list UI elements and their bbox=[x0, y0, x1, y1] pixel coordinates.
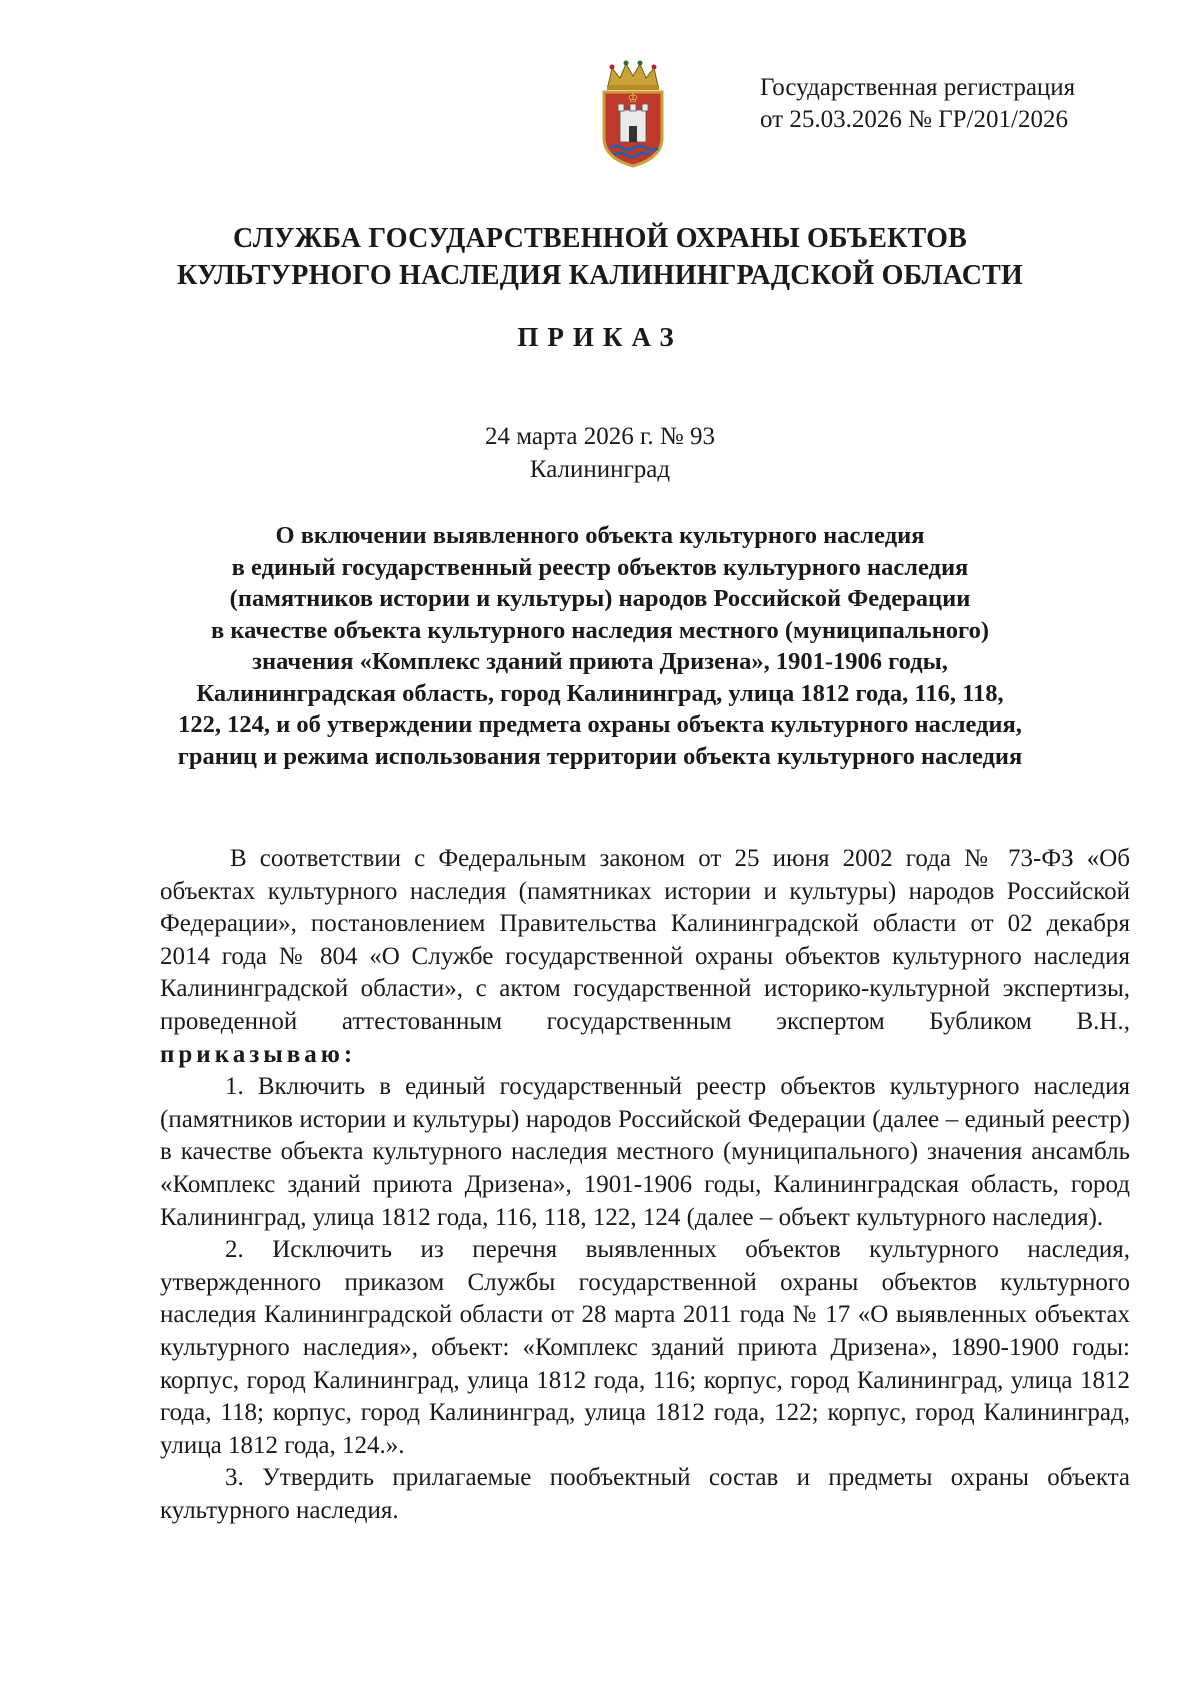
registration-stamp bbox=[760, 72, 1180, 136]
subject-line: Калининградская область, город Калининград, улица 1812 года, 116, 118, bbox=[196, 679, 1004, 707]
order-item-2: 2. Исключить из перечня выявленных объектов культурного наследия, утвержденного приказом Службы государственной охраны объектов культурного наследия Калининградской области от 28 марта 2011 года № 17 «О выявленных объектах культурного наследия», объект: «Комплекс зданий приюта Дризена», 1890-1900 годы: корпус, город Калининград, улица 1812 года, 116; корпус, город Калининград, улица 1812 года, 118; корпус, город Калининград, улица 1812 года, 122; корпус, город Калининград, улица 1812 года, 124.». bbox=[160, 1236, 1130, 1459]
order-subject bbox=[0, 520, 1200, 772]
order-date-number: 24 марта 2026 г. № 93 bbox=[484, 423, 716, 450]
order-body bbox=[160, 843, 1130, 1527]
agency-title bbox=[0, 220, 1200, 294]
preamble-text: В соответствии с Федеральным законом от 25 июня 2002 года № 73-ФЗ «Об объектах культурного наследия (памятниках истории и культуры) народов Российской Федерации», постановлением Правительства Калининградской области от 02 декабря 2014 года № 804 «О Службе государственной охраны объектов культурного наследия Калининградской области», с актом государственной историко-культурной экспертизы, проведенной аттестованным государственным экспертом Бубликом В.Н., bbox=[160, 845, 1130, 1035]
date-place-block bbox=[0, 420, 1200, 486]
subject-line: 122, 124, и об утверждении предмета охраны объекта культурного наследия, bbox=[178, 711, 1022, 738]
document-type: ПРИКАЗ bbox=[517, 322, 683, 352]
subject-line: границ и режима использования территории объекта культурного наследия bbox=[177, 742, 1023, 770]
agency-title-line1: СЛУЖБА ГОСУДАРСТВЕННОЙ ОХРАНЫ ОБЪЕКТОВ bbox=[233, 223, 967, 254]
coat-of-arms-icon bbox=[598, 58, 668, 168]
subject-line: (памятников истории и культуры) народов Российской Федерации bbox=[229, 585, 971, 612]
order-city: Калининград bbox=[529, 456, 671, 483]
order-item-3: 3. Утвердить прилагаемые пообъектный состав и предметы охраны объекта культурного наследия. bbox=[160, 1464, 1130, 1524]
registration-label: Государственная регистрация bbox=[760, 74, 1076, 101]
svg-text:♔: ♔ bbox=[627, 91, 639, 105]
decree-word: приказываю: bbox=[160, 1040, 357, 1068]
order-item-1: 1. Включить в единый государственный реестр объектов культурного наследия (памятников истории и культуры) народов Российской Федерации (далее – единый реестр) в качестве объекта культурного наследия местного (муниципального) значения ансамбль «Комплекс зданий приюта Дризена», 1901-1906 годы, Калининградская область, город Калининград, улица 1812 года, 116, 118, 122, 124 (далее – объект культурного наследия). bbox=[160, 1073, 1130, 1231]
subject-line: в качестве объекта культурного наследия местного (муниципального) bbox=[211, 616, 989, 644]
preamble-paragraph bbox=[160, 843, 1130, 1071]
registration-number: от 25.03.2026 № ГР/201/2026 bbox=[760, 106, 1068, 133]
subject-line: значения «Комплекс зданий приюта Дризена», 1901-1906 годы, bbox=[252, 648, 948, 675]
subject-line: О включении выявленного объекта культурного наследия bbox=[275, 522, 925, 549]
subject-line: в единый государственный реестр объектов культурного наследия bbox=[231, 553, 969, 581]
agency-title-line2: КУЛЬТУРНОГО НАСЛЕДИЯ КАЛИНИНГРАДСКОЙ ОБЛАСТИ bbox=[176, 260, 1024, 291]
